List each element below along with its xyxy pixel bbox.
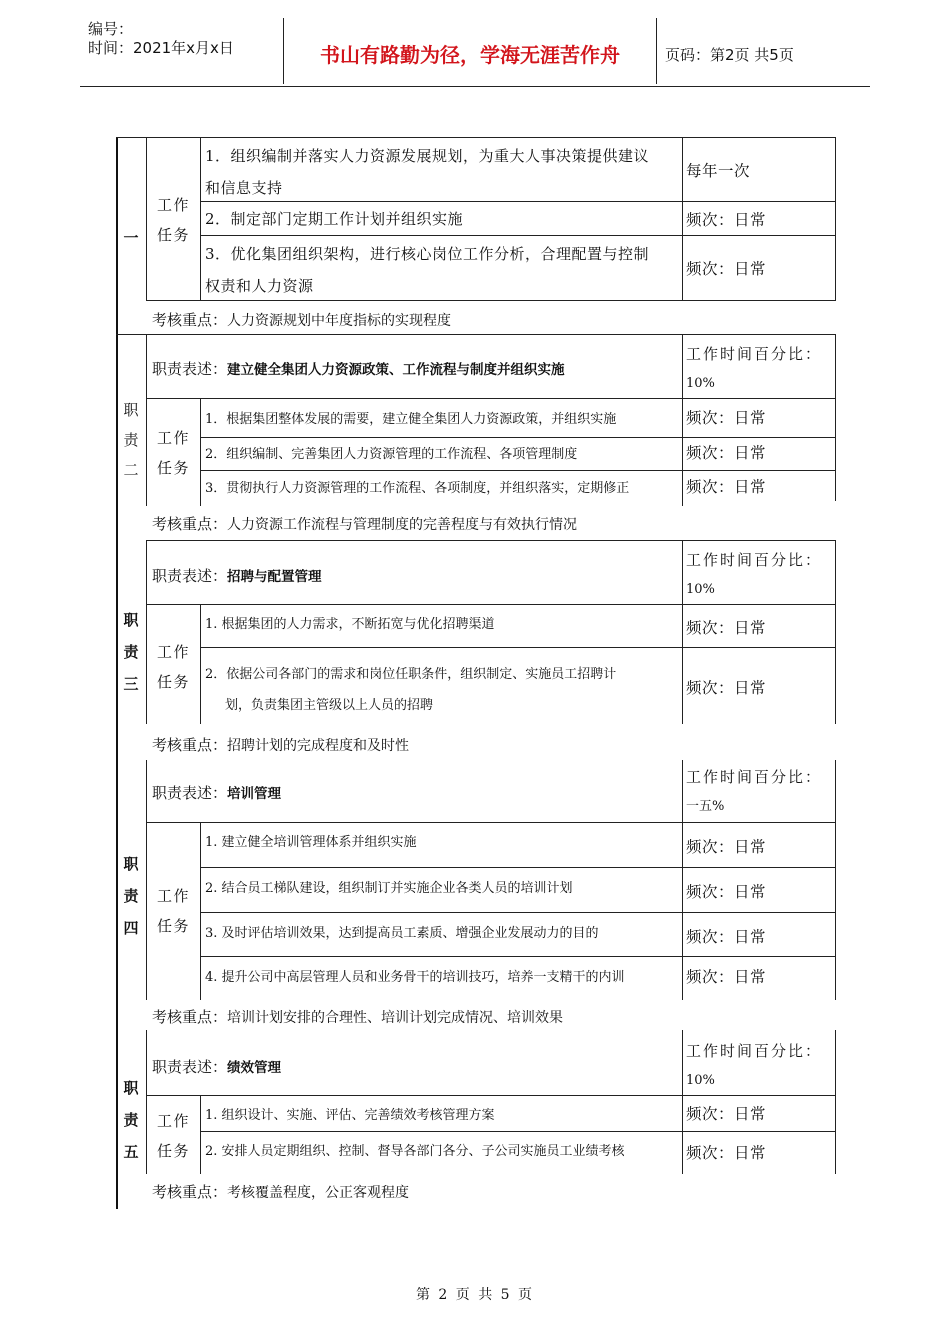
column-divider <box>200 137 201 300</box>
column-divider <box>146 540 147 724</box>
row-rule <box>146 604 836 605</box>
row-rule <box>146 540 836 541</box>
column-divider <box>682 137 683 300</box>
row-rule <box>200 867 836 868</box>
table-border-right <box>835 334 836 501</box>
task-frequency: 频次：日常 <box>686 1144 767 1162</box>
row-rule <box>146 1095 836 1096</box>
header-page-number: 页码：第2页 共5页 <box>665 46 794 64</box>
task-item: 2. 结合员工梯队建设，组织制订并实施企业各类人员的培训计划 <box>205 881 573 896</box>
task-item: 3．贯彻执行人力资源管理的工作流程、各项制度，并组织落实，定期修正 <box>205 481 630 496</box>
row-rule <box>200 235 836 236</box>
key-point: 考核重点：人力资源规划中年度指标的实现程度 <box>152 311 452 329</box>
task-frequency: 频次：日常 <box>686 838 767 856</box>
task-item: 1. 根据集团的人力需求，不断拓宽与优化招聘渠道 <box>205 617 495 632</box>
task-group-label: 工作 任务 <box>157 429 191 477</box>
key-point: 考核重点：人力资源工作流程与管理制度的完善程度与有效执行情况 <box>152 515 578 533</box>
column-divider <box>146 1030 147 1174</box>
task-frequency: 每年一次 <box>686 162 751 180</box>
duty-label: 职 责 二 <box>123 401 139 479</box>
task-group-label: 工作 任务 <box>157 1112 191 1160</box>
key-point: 考核重点：招聘计划的完成程度和及时性 <box>152 736 410 754</box>
duty-description: 职责表述：建立健全集团人力资源政策、工作流程与制度并组织实施 <box>152 360 565 378</box>
key-point: 考核重点：考核覆盖程度，公正客观程度 <box>152 1183 410 1201</box>
column-divider <box>146 334 147 506</box>
task-item: 2. 安排人员定期组织、控制、督导各部门各分、子公司实施员工业绩考核 <box>205 1144 625 1159</box>
row-rule <box>116 334 836 335</box>
time-percentage: 工作时间百分比： 10% <box>686 345 823 391</box>
row-rule <box>200 1131 836 1132</box>
task-item: 2．依据公司各部门的需求和岗位任职条件，组织制定、实施员工招聘计 划，负责集团主管级以上人员的招聘 <box>205 667 617 713</box>
time-label: 时间：2021年x月x日 <box>88 39 234 57</box>
duty-label: 一 <box>123 229 139 247</box>
duty-label: 职 责 五 <box>123 1079 139 1161</box>
task-group-label: 工作 任务 <box>157 196 191 244</box>
header-motto: 书山有路勤为径，学海无涯苦作舟 <box>320 43 620 67</box>
time-percentage: 工作时间百分比： 10% <box>686 551 823 597</box>
task-frequency: 频次：日常 <box>686 883 767 901</box>
row-rule <box>200 647 836 648</box>
duty-label: 职 责 三 <box>123 611 139 693</box>
row-rule <box>200 470 836 471</box>
time-percentage: 工作时间百分比： 10% <box>686 1042 823 1088</box>
duty-description: 职责表述：绩效管理 <box>152 1058 282 1076</box>
task-item: 3．优化集团组织架构，进行核心岗位工作分析，合理配置与控制 权责和人力资源 <box>205 245 650 295</box>
table-border-right <box>835 540 836 724</box>
column-divider <box>200 398 201 506</box>
task-item: 1. 组织设计、实施、评估、完善绩效考核管理方案 <box>205 1108 495 1123</box>
task-frequency: 频次：日常 <box>686 478 767 496</box>
row-rule <box>200 956 836 957</box>
row-rule <box>200 437 836 438</box>
column-divider <box>682 540 683 724</box>
header-divider <box>656 18 657 84</box>
task-frequency: 频次：日常 <box>686 211 767 229</box>
row-rule <box>146 822 836 823</box>
task-item: 1．组织编制并落实人力资源发展规划，为重大人事决策提供建议 和信息支持 <box>205 147 650 197</box>
task-frequency: 频次：日常 <box>686 968 767 986</box>
time-percentage: 工作时间百分比： 一五% <box>686 768 823 814</box>
task-item: 3. 及时评估培训效果，达到提高员工素质、增强企业发展动力的目的 <box>205 926 599 941</box>
row-rule <box>116 137 836 138</box>
column-divider <box>682 760 683 1000</box>
column-divider <box>682 334 683 506</box>
task-frequency: 频次：日常 <box>686 1105 767 1123</box>
task-item: 1. 建立健全培训管理体系并组织实施 <box>205 835 417 850</box>
header-meta <box>88 20 288 58</box>
task-frequency: 频次：日常 <box>686 928 767 946</box>
task-group-label: 工作 任务 <box>157 643 191 691</box>
key-point: 考核重点：培训计划安排的合理性、培训计划完成情况、培训效果 <box>152 1008 564 1026</box>
task-item: 2．组织编制、完善集团人力资源管理的工作流程、各项管理制度 <box>205 447 578 462</box>
task-item: 1．根据集团整体发展的需要，建立健全集团人力资源政策，并组织实施 <box>205 412 617 427</box>
column-divider <box>200 604 201 724</box>
task-item: 2．制定部门定期工作计划并组织实施 <box>205 210 464 228</box>
row-rule <box>146 398 836 399</box>
task-item: 4. 提升公司中高层管理人员和业务骨干的培训技巧，培养一支精干的内训 <box>205 970 625 985</box>
task-frequency: 频次：日常 <box>686 409 767 427</box>
column-divider <box>146 137 147 300</box>
table-border-right <box>835 137 836 300</box>
page-header <box>80 12 870 87</box>
column-divider <box>200 1095 201 1174</box>
column-divider <box>200 822 201 1000</box>
task-frequency: 频次：日常 <box>686 679 767 697</box>
duty-description: 职责表述：招聘与配置管理 <box>152 567 322 585</box>
duty-label: 职 责 四 <box>123 855 139 937</box>
column-divider <box>146 760 147 1000</box>
column-divider <box>682 1030 683 1174</box>
row-rule <box>200 912 836 913</box>
task-frequency: 频次：日常 <box>686 444 767 462</box>
table-border-right <box>835 1030 836 1174</box>
task-group-label: 工作 任务 <box>157 887 191 935</box>
code-label: 编号： <box>88 20 134 38</box>
task-frequency: 频次：日常 <box>686 619 767 637</box>
page-footer: 第 2 页 共 5 页 <box>415 1287 535 1303</box>
duty-description: 职责表述：培训管理 <box>152 784 282 802</box>
task-frequency: 频次：日常 <box>686 260 767 278</box>
table-border-right <box>835 760 836 1000</box>
